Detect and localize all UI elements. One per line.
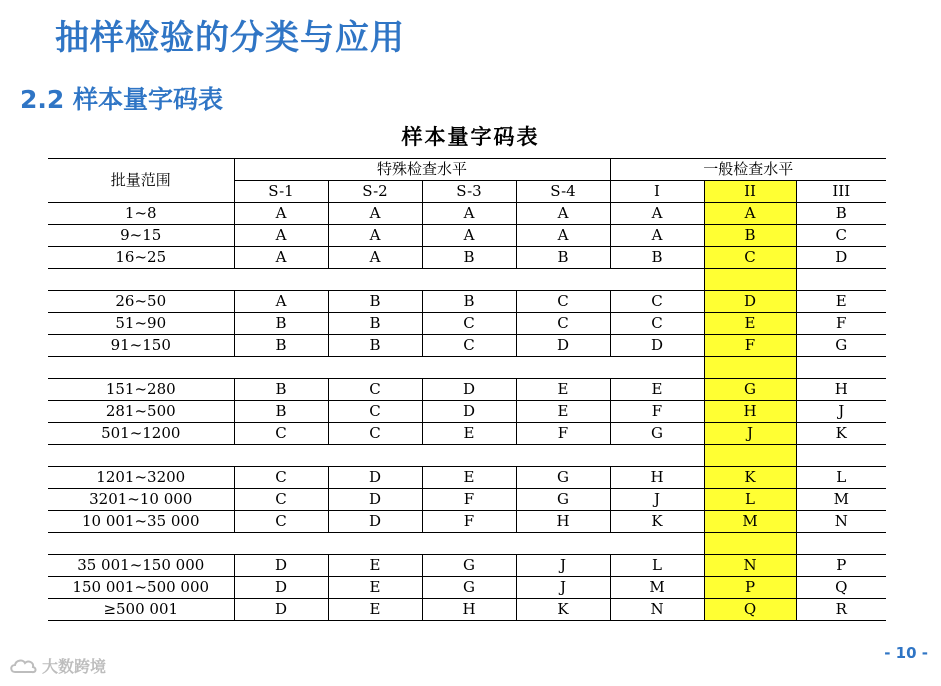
code-cell-s1: D [234, 599, 328, 621]
table-row [48, 511, 886, 533]
lot-size-cell: 1~8 [48, 203, 234, 225]
code-cell-s3: D [422, 379, 516, 401]
lot-size-cell: 9~15 [48, 225, 234, 247]
separator-cell [48, 445, 234, 467]
code-cell-ii: H [704, 401, 796, 423]
code-cell-s2: B [328, 335, 422, 357]
lot-size-cell: 51~90 [48, 313, 234, 335]
code-cell-s2: B [328, 291, 422, 313]
code-cell-ii: L [704, 489, 796, 511]
lot-size-cell: 501~1200 [48, 423, 234, 445]
table-row [48, 291, 886, 313]
code-cell-s1: A [234, 291, 328, 313]
special-level-header: 特殊检查水平 [234, 159, 610, 181]
group-separator-row [48, 357, 886, 379]
column-header-i: I [610, 181, 704, 203]
code-cell-ii: Q [704, 599, 796, 621]
code-cell-s2: A [328, 203, 422, 225]
table-row [48, 203, 886, 225]
code-cell-s3: C [422, 313, 516, 335]
code-cell-s3: B [422, 291, 516, 313]
code-cell-iii: B [796, 203, 886, 225]
code-cell-s2: D [328, 489, 422, 511]
code-cell-s1: C [234, 489, 328, 511]
code-cell-s4: C [516, 291, 610, 313]
section-subtitle: 2.2 样本量字码表 [20, 85, 223, 114]
code-cell-iii: L [796, 467, 886, 489]
table-row [48, 577, 886, 599]
code-cell-s3: G [422, 555, 516, 577]
code-cell-s2: A [328, 225, 422, 247]
separator-cell [234, 533, 328, 555]
code-cell-s4: G [516, 489, 610, 511]
separator-cell [796, 533, 886, 555]
code-cell-iii: F [796, 313, 886, 335]
code-cell-iii: D [796, 247, 886, 269]
code-cell-s4: G [516, 467, 610, 489]
code-cell-s3: E [422, 467, 516, 489]
code-cell-s1: A [234, 203, 328, 225]
group-separator-row [48, 269, 886, 291]
code-cell-i: D [610, 335, 704, 357]
separator-cell [328, 269, 422, 291]
table-row [48, 467, 886, 489]
code-cell-s1: B [234, 313, 328, 335]
code-cell-s2: C [328, 379, 422, 401]
code-cell-s1: C [234, 423, 328, 445]
table-row [48, 313, 886, 335]
group-separator-row [48, 445, 886, 467]
column-header-iii: III [796, 181, 886, 203]
code-cell-s1: A [234, 247, 328, 269]
sample-size-code-table [48, 158, 886, 621]
code-cell-iii: Q [796, 577, 886, 599]
separator-cell [516, 357, 610, 379]
separator-cell [328, 445, 422, 467]
code-cell-s3: H [422, 599, 516, 621]
lot-size-cell: 91~150 [48, 335, 234, 357]
code-cell-s3: A [422, 225, 516, 247]
code-cell-s2: A [328, 247, 422, 269]
column-header-s1: S-1 [234, 181, 328, 203]
lot-size-header: 批量范围 [48, 159, 234, 203]
code-cell-iii: R [796, 599, 886, 621]
code-cell-i: G [610, 423, 704, 445]
code-cell-iii: N [796, 511, 886, 533]
watermark-text: 大数跨境 [42, 657, 107, 676]
code-cell-s4: F [516, 423, 610, 445]
slide-title: 抽样检验的分类与应用 [55, 18, 405, 58]
lot-size-cell: 35 001~150 000 [48, 555, 234, 577]
separator-cell [234, 269, 328, 291]
cloud-icon [8, 657, 38, 675]
separator-cell [704, 357, 796, 379]
lot-size-cell: 150 001~500 000 [48, 577, 234, 599]
code-cell-ii: M [704, 511, 796, 533]
table-row [48, 225, 886, 247]
code-cell-iii: E [796, 291, 886, 313]
lot-size-cell: 281~500 [48, 401, 234, 423]
code-cell-s3: E [422, 423, 516, 445]
watermark [8, 654, 106, 677]
separator-cell [48, 533, 234, 555]
code-cell-iii: P [796, 555, 886, 577]
code-cell-ii: J [704, 423, 796, 445]
code-cell-s1: C [234, 467, 328, 489]
separator-cell [234, 357, 328, 379]
column-header-s3: S-3 [422, 181, 516, 203]
code-cell-iii: J [796, 401, 886, 423]
group-separator-row [48, 533, 886, 555]
code-cell-i: H [610, 467, 704, 489]
lot-size-cell: 16~25 [48, 247, 234, 269]
code-cell-s2: B [328, 313, 422, 335]
separator-cell [796, 357, 886, 379]
separator-cell [422, 445, 516, 467]
code-cell-s2: C [328, 401, 422, 423]
separator-cell [48, 269, 234, 291]
page-number: - 10 - [884, 644, 928, 662]
code-cell-s3: F [422, 511, 516, 533]
code-cell-s4: A [516, 203, 610, 225]
separator-cell [422, 357, 516, 379]
separator-cell [610, 445, 704, 467]
code-cell-s3: D [422, 401, 516, 423]
separator-cell [328, 533, 422, 555]
code-cell-ii: A [704, 203, 796, 225]
code-cell-s1: C [234, 511, 328, 533]
code-cell-s4: C [516, 313, 610, 335]
separator-cell [610, 357, 704, 379]
code-cell-s1: D [234, 555, 328, 577]
code-cell-s4: K [516, 599, 610, 621]
code-cell-s3: G [422, 577, 516, 599]
separator-cell [516, 533, 610, 555]
table-row [48, 423, 886, 445]
code-cell-i: K [610, 511, 704, 533]
code-cell-s4: E [516, 401, 610, 423]
lot-size-cell: 151~280 [48, 379, 234, 401]
table-row [48, 555, 886, 577]
code-cell-i: A [610, 203, 704, 225]
code-cell-i: M [610, 577, 704, 599]
code-cell-s4: H [516, 511, 610, 533]
separator-cell [516, 269, 610, 291]
code-cell-s3: C [422, 335, 516, 357]
code-cell-s4: E [516, 379, 610, 401]
code-cell-ii: E [704, 313, 796, 335]
code-cell-s3: F [422, 489, 516, 511]
separator-cell [796, 269, 886, 291]
separator-cell [328, 357, 422, 379]
code-cell-s4: B [516, 247, 610, 269]
code-cell-iii: C [796, 225, 886, 247]
lot-size-cell: 26~50 [48, 291, 234, 313]
code-cell-i: F [610, 401, 704, 423]
separator-cell [704, 533, 796, 555]
code-cell-s4: A [516, 225, 610, 247]
separator-cell [48, 357, 234, 379]
code-cell-s2: D [328, 511, 422, 533]
code-cell-s2: E [328, 599, 422, 621]
separator-cell [234, 445, 328, 467]
code-cell-s4: J [516, 555, 610, 577]
table-row [48, 247, 886, 269]
code-cell-ii: C [704, 247, 796, 269]
separator-cell [422, 269, 516, 291]
lot-size-cell: 3201~10 000 [48, 489, 234, 511]
table-row [48, 379, 886, 401]
code-cell-i: N [610, 599, 704, 621]
code-cell-ii: K [704, 467, 796, 489]
code-cell-i: E [610, 379, 704, 401]
column-header-s2: S-2 [328, 181, 422, 203]
code-table-body [48, 203, 886, 621]
table-row [48, 489, 886, 511]
separator-cell [704, 269, 796, 291]
column-header-s4: S-4 [516, 181, 610, 203]
code-cell-s3: A [422, 203, 516, 225]
code-cell-ii: B [704, 225, 796, 247]
lot-size-cell: 10 001~35 000 [48, 511, 234, 533]
code-cell-s1: A [234, 225, 328, 247]
code-cell-s2: E [328, 555, 422, 577]
separator-cell [516, 445, 610, 467]
code-cell-i: J [610, 489, 704, 511]
code-cell-i: B [610, 247, 704, 269]
code-cell-i: C [610, 313, 704, 335]
code-cell-iii: G [796, 335, 886, 357]
code-cell-s1: B [234, 401, 328, 423]
code-cell-iii: H [796, 379, 886, 401]
code-cell-iii: M [796, 489, 886, 511]
code-cell-ii: P [704, 577, 796, 599]
code-cell-s2: E [328, 577, 422, 599]
separator-cell [610, 269, 704, 291]
table-row [48, 335, 886, 357]
lot-size-cell: ≥500 001 [48, 599, 234, 621]
code-cell-s1: B [234, 379, 328, 401]
table-title: 样本量字码表 [401, 125, 540, 149]
code-cell-ii: F [704, 335, 796, 357]
code-cell-i: C [610, 291, 704, 313]
column-header-ii: II [704, 181, 796, 203]
separator-cell [704, 445, 796, 467]
lot-size-cell: 1201~3200 [48, 467, 234, 489]
code-cell-s3: B [422, 247, 516, 269]
separator-cell [796, 445, 886, 467]
table-row [48, 599, 886, 621]
separator-cell [610, 533, 704, 555]
code-cell-i: L [610, 555, 704, 577]
code-cell-s4: J [516, 577, 610, 599]
separator-cell [422, 533, 516, 555]
code-cell-i: A [610, 225, 704, 247]
code-cell-s2: C [328, 423, 422, 445]
code-cell-ii: G [704, 379, 796, 401]
code-cell-s1: D [234, 577, 328, 599]
code-cell-iii: K [796, 423, 886, 445]
general-level-header: 一般检查水平 [610, 159, 886, 181]
code-cell-s2: D [328, 467, 422, 489]
code-cell-ii: D [704, 291, 796, 313]
code-cell-s4: D [516, 335, 610, 357]
code-cell-ii: N [704, 555, 796, 577]
code-cell-s1: B [234, 335, 328, 357]
table-row [48, 401, 886, 423]
